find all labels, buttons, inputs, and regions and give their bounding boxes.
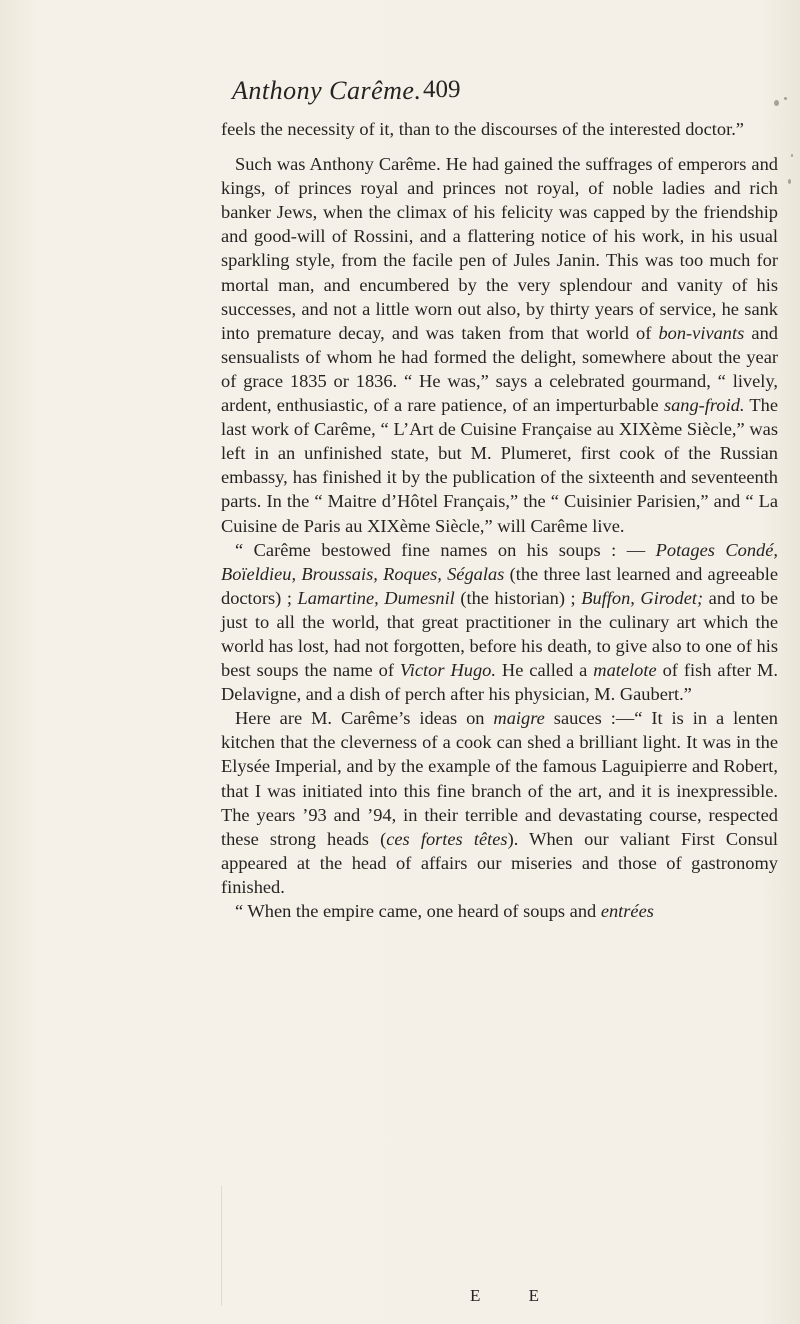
signature-mark: E E: [470, 1286, 562, 1305]
italic-matelote: matelote: [593, 660, 657, 681]
paragraph-4: [221, 706, 778, 899]
paragraph-1-text: feels the necessity of it, than to the discourses of the interested doctor.”: [221, 119, 744, 139]
paragraph-4-text-c: ). When our valiant First Consul appeared at the head of affairs our miseries and those of gastronomy finished.: [221, 828, 778, 897]
paragraph-4-text-a: Here are M. Carême’s ideas on: [235, 708, 494, 729]
paragraph-2-text-c: The last work of Carême, “ L’Art de Cuisine Française au XIXème Siècle,” was left in an unfinished state, but M. Plumeret, first cook of the Russian embassy, has finished it by the publication of the sixteenth and seventeenth parts. In the “ Maitre d’Hôtel Français,” the “ Cuisinier Parisien,” and “ La Cuisine de Paris au XIXème Siècle,” will Carême live.: [221, 395, 779, 536]
italic-soup-names: Potages Condé, Boïeldieu, Broussais, Roques, Ségalas: [221, 539, 779, 584]
italic-bon-vivants: bon-vivants: [658, 322, 745, 343]
running-title: Anthony Carême.: [232, 76, 422, 105]
paragraph-3-text-d: and to be just to all the world, that great practitioner in the culinary art which the world has lost, had not forgotten, before his death, to give also to one of his best soups the name of: [221, 587, 778, 681]
running-head: [0, 76, 800, 110]
italic-victor-hugo: Victor Hugo.: [399, 660, 496, 681]
paper-speck: [784, 97, 787, 100]
page-number: 409: [423, 76, 461, 103]
italic-buffon-girodet: Buffon, Girodet;: [581, 587, 704, 608]
italic-ces-fortes-tetes: ces fortes têtes: [386, 828, 508, 849]
paper-speck: [774, 100, 779, 106]
paragraph-2-text-a: Such was Anthony Carême. He had gained the suffrages of emperors and kings, of princes royal and princes not royal, of noble ladies and rich banker Jews, when the climax of his felicity was capped by the friendship and good-will of Rossini, and a flattering notice of his work, in his usual sparkling style, from the facile pen of Jules Janin. This was too much for mortal man, and encumbered by the very splendour and vanity of his successes, and not a little worn out also, by thirty years of service, he sank into premature decay, and was taken from that world of: [221, 154, 778, 343]
paragraph-3: [221, 538, 778, 707]
paragraph-4-text-b: sauces :—“ It is in a lenten kitchen that the cleverness of a cook can shed a brilliant light. It was in the Elysée Imperial, and by the example of the famous Laguipierre and Robert, that I was initiated into this fine branch of the art, and it is inexpressible. The years ’93 and ’94, in their terrible and devastating course, respected these strong heads (: [221, 708, 779, 849]
body-text: [221, 117, 778, 923]
italic-maigre: maigre: [493, 708, 545, 729]
italic-entrees: entrées: [600, 901, 654, 921]
paragraph-3-text-a: “ Carême bestowed fine names on his soups : —: [235, 539, 656, 560]
paragraph-2: [221, 152, 778, 538]
italic-sang-froid: sang-froid.: [663, 395, 745, 416]
paper-speck: [791, 154, 793, 157]
paragraph-2-text-b: and sensualists of whom he had formed the delight, somewhere about the year of grace 1835 or 1836. “ He was,” says a celebrated gourmand, “ lively, ardent, enthusiastic, of a rare patience, of an imperturbable: [221, 322, 778, 416]
paragraph-5-text-a: “ When the empire came, one heard of soups and: [235, 901, 601, 921]
paragraph-5: [221, 899, 778, 923]
paper-speck: [788, 179, 791, 184]
paragraph-3-text-e: He called a: [495, 660, 594, 681]
paragraph-1: [221, 117, 778, 141]
paragraph-3-text-f: of fish after M. Delavigne, and a dish of perch after his physician, M. Gaubert.”: [221, 660, 778, 705]
paragraph-3-text-c: (the historian) ;: [454, 587, 582, 608]
page-edge-line: [221, 1186, 222, 1306]
italic-lamartine-dumesnil: Lamartine, Dumesnil: [297, 587, 455, 608]
paragraph-3-text-b: (the three last learned and agreeable doctors) ;: [221, 563, 778, 608]
